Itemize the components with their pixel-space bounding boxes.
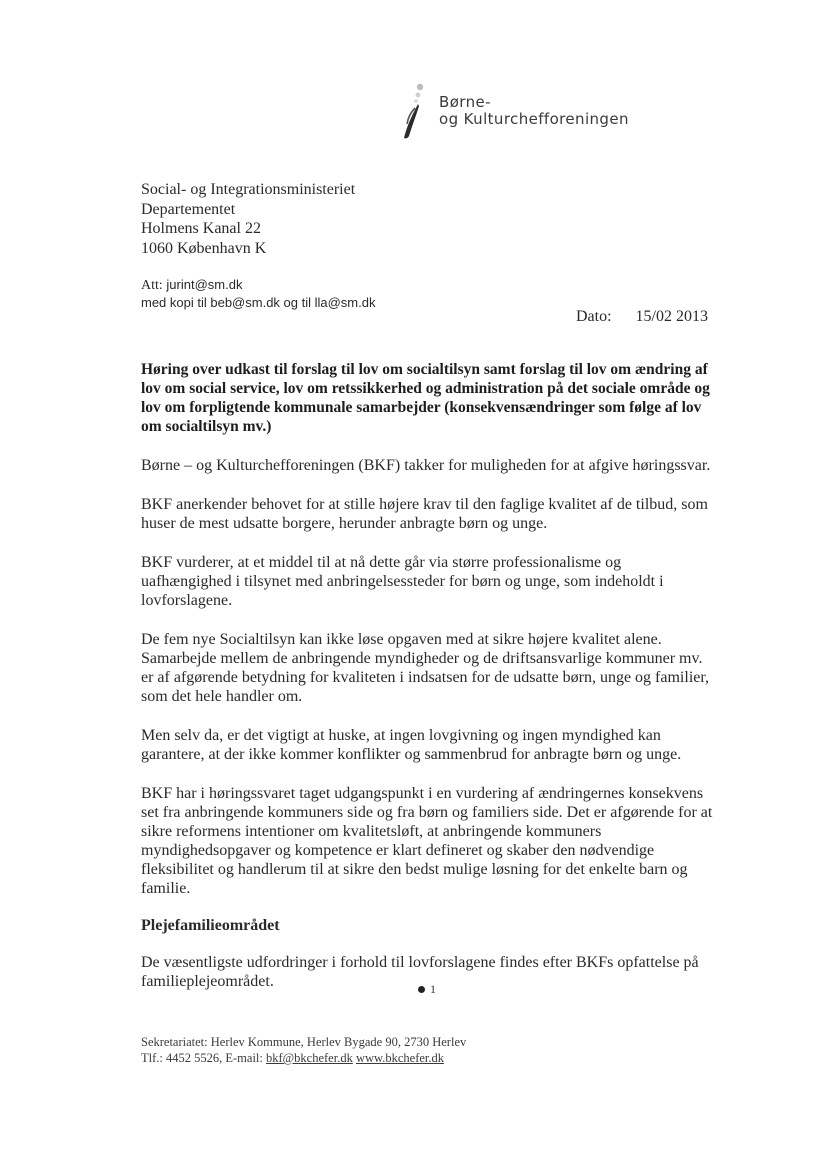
date-line: [576, 308, 708, 326]
letter-heading: Høring over udkast til forslag til lov om socialtilsyn samt forslag til lov om ændring af lov om social service, lov om retssikkerhed og administration på det sociale område og lov om forpligtende kommunale samarbejder (konsekvensændringer som følge af lov om socialtilsyn mv.): [141, 361, 710, 435]
paragraph-2: BKF anerkender behovet for at stille højere krav til den faglige kvalitet af de tilbud, som huser de mest udsatte borgere, herunder anbragte børn og unge.: [141, 496, 708, 532]
att-label: Att:: [141, 278, 163, 293]
organization-logo: [396, 82, 646, 144]
recipient-line-3: Holmens Kanal 22: [141, 220, 261, 237]
recipient-line-4: 1060 København K: [141, 239, 267, 257]
figure-logo-icon: [396, 82, 436, 144]
recipient-line-1: Social- og Integrationsministeriet: [141, 181, 356, 198]
footer-address: Sekretariatet: Herlev Kommune, Herlev Bygade 90, 2730 Herlev: [141, 1035, 467, 1049]
paragraph-5: Men selv da, er det vigtigt at huske, at ingen lovgivning og ingen myndighed kan garantere, at der ikke kommer konflikter og sammenbrud for anbragte børn og unge.: [141, 727, 682, 763]
section-subheading: Plejefamilieområdet: [141, 917, 280, 934]
recipient-line-2: Departementet: [141, 200, 236, 218]
page-number-value: 1: [430, 982, 436, 996]
date-label: Dato:: [576, 308, 612, 325]
paragraph-4: De fem nye Socialtilsyn kan ikke løse opgaven med at sikre højere kvalitet alene. Samarbejde mellem de anbringende myndigheder og de driftsansvarlige kommuner mv. er af afgørende betydning for kvaliteten i indsatsen for de udsatte børn, unge og familier, som det hele handler om.: [141, 631, 710, 705]
letter-body: [141, 360, 713, 1011]
logo-line-2: og Kulturchefforeningen: [439, 110, 629, 128]
page-number: [418, 982, 436, 997]
paragraph-1: Børne – og Kulturchefforeningen (BKF) takker for muligheden for at afgive høringssvar.: [141, 457, 711, 474]
date-value: 15/02 2013: [635, 308, 708, 325]
paragraph-7: De væsentligste udfordringer i forhold til lovforslagene findes efter BKFs opfattelse på familieplejeområdet.: [141, 954, 699, 990]
footer-website-link[interactable]: www.bkchefer.dk: [355, 1051, 445, 1065]
logo-wordmark: [439, 94, 629, 128]
footer-phone: Tlf.: 4452 5526, E-mail:: [141, 1051, 263, 1065]
bullet-icon: [418, 986, 425, 993]
recipient-address: [141, 180, 355, 258]
paragraph-3: BKF vurderer, at et middel til at nå dette går via større professionalisme og uafhængighed i tilsynet med anbringelsessteder for børn og unge, som indeholdt i lovforslagene.: [141, 554, 664, 609]
footer-email-link[interactable]: bkf@bkchefer.dk: [265, 1051, 353, 1065]
att-email: jurint@sm.dk: [166, 277, 243, 292]
paragraph-6: BKF har i høringssvaret taget udgangspunkt i en vurdering af ændringernes konsekvens set fra anbringende kommuners side og fra børn og familiers side. Det er afgørende for at sikre reformens intentioner om kvalitetsløft, at anbringende kommuners myndighedsopgaver og kompetence er klart defineret og skaber den nødvendige fleksibilitet og handlerum til at sikre den bedst mulige løsning for det enkelte barn og familie.: [141, 785, 713, 897]
footer: [141, 1034, 466, 1066]
logo-line-1: Børne-: [439, 93, 491, 111]
att-copy: med kopi til beb@sm.dk og til lla@sm.dk: [141, 295, 376, 310]
attention-block: [141, 276, 375, 311]
